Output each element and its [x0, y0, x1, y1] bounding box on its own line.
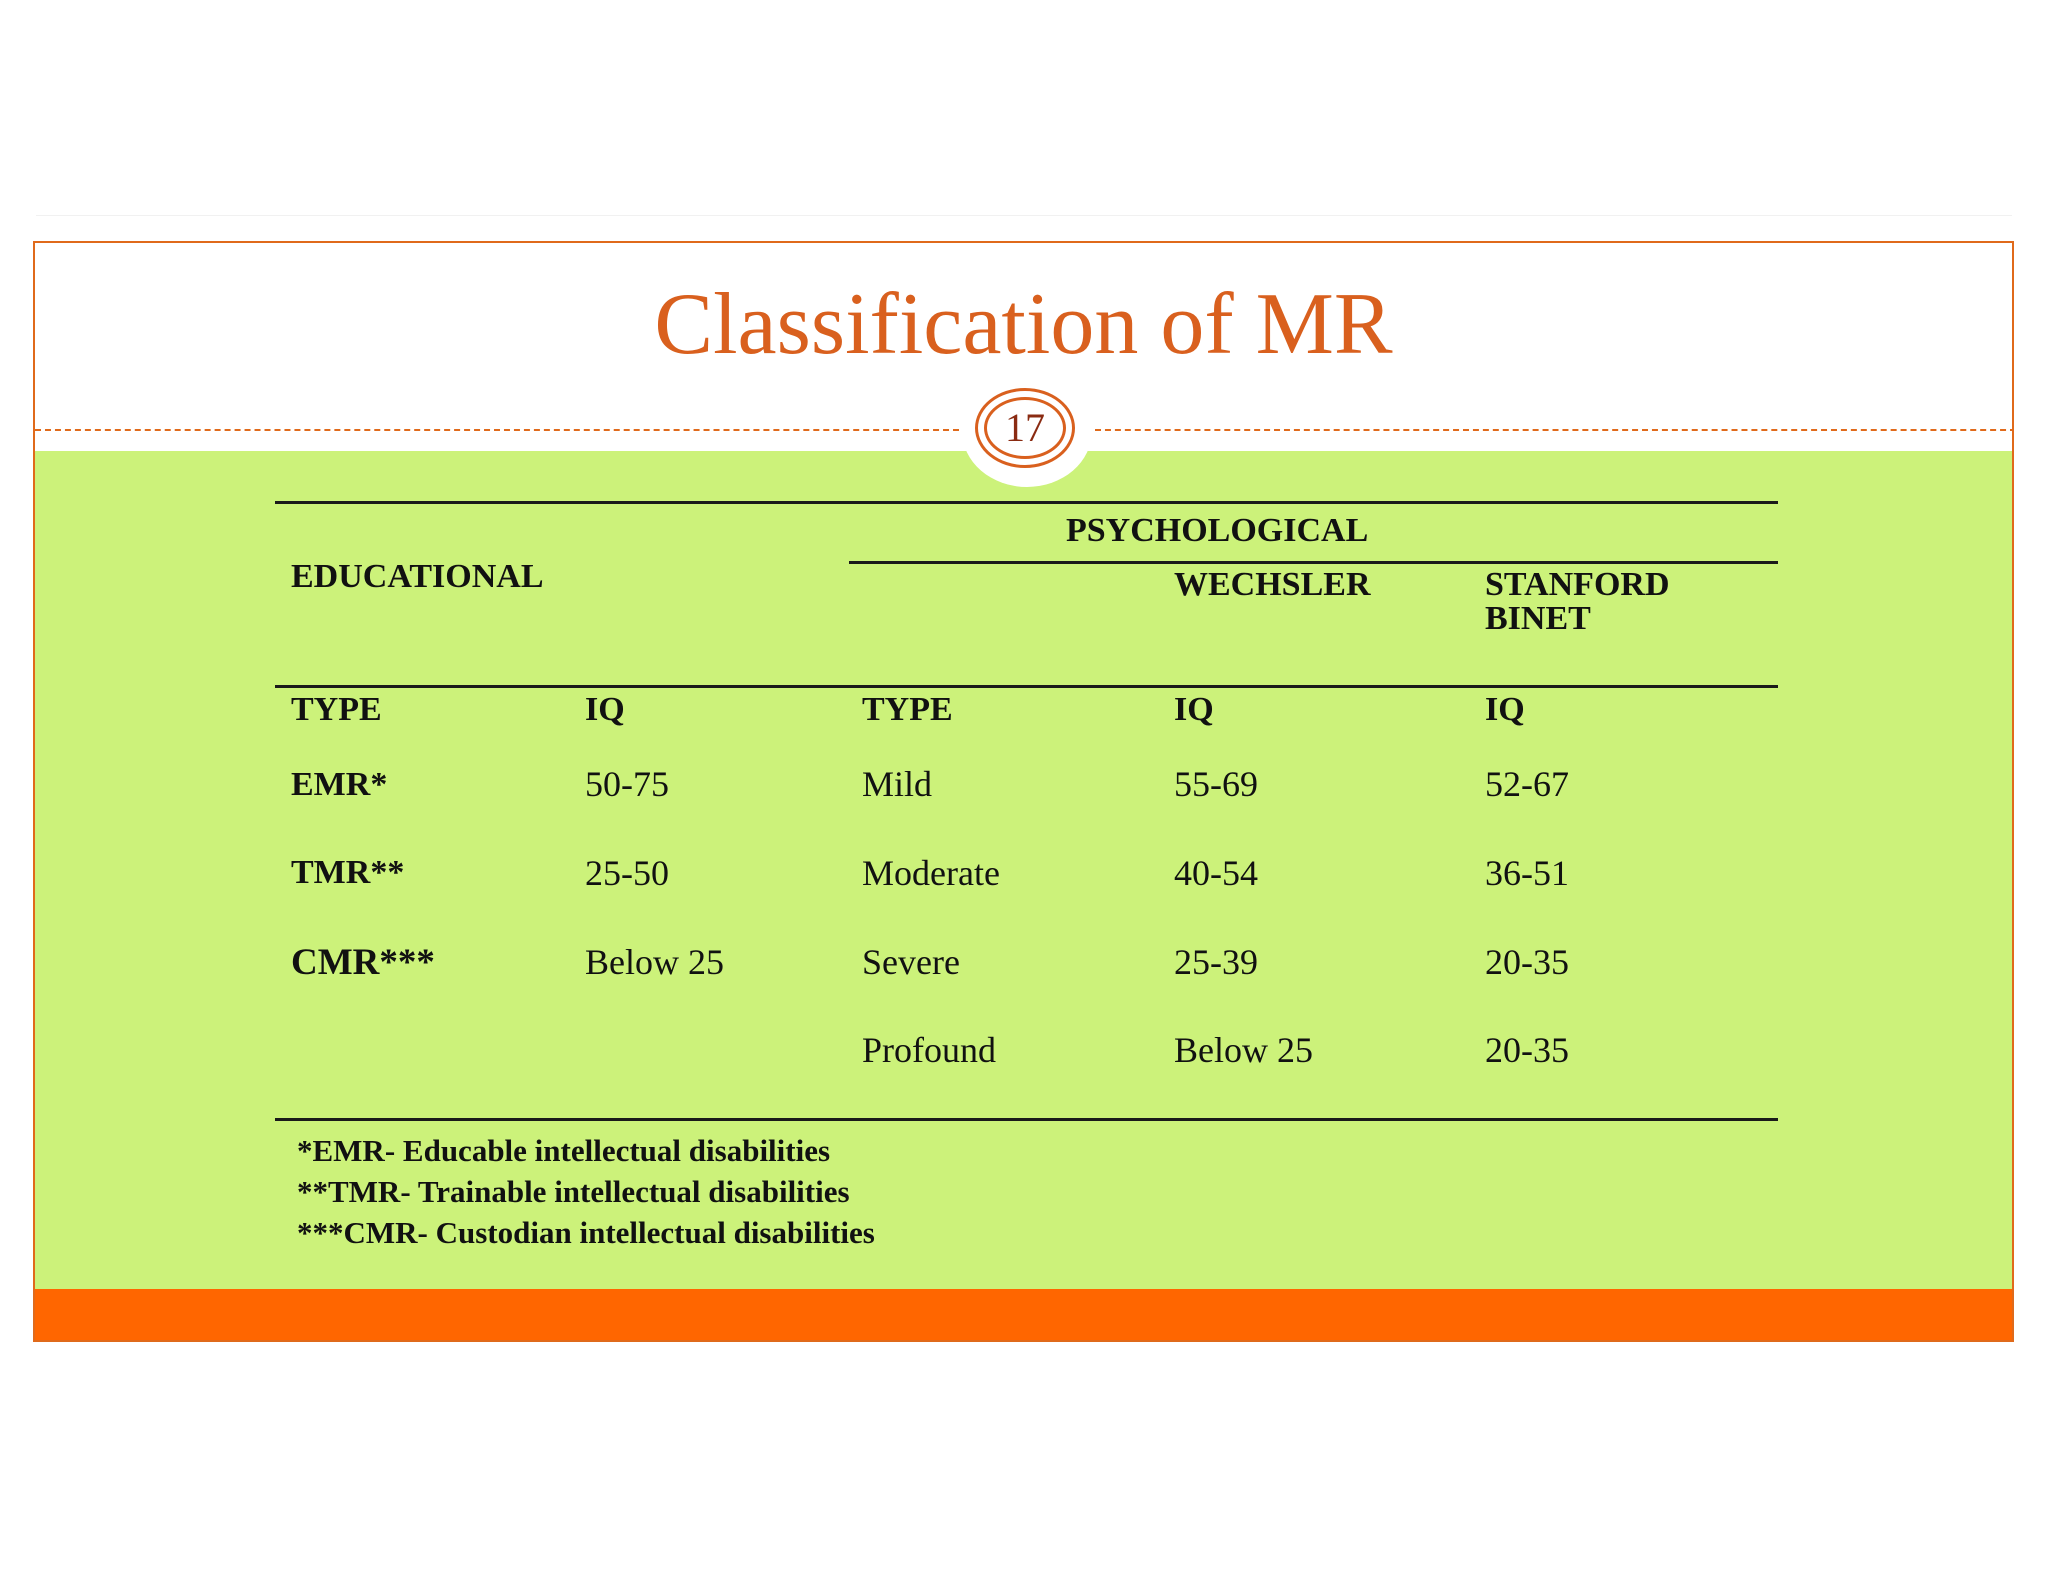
subheader-stanford-iq: IQ — [1485, 691, 1525, 728]
table-cell-edu-type: CMR*** — [291, 942, 435, 983]
header-educational: EDUCATIONAL — [291, 558, 544, 595]
top-divider-line — [36, 215, 2012, 216]
subheader-edu-iq: IQ — [585, 691, 625, 728]
table-cell-wechsler-iq: 25-39 — [1174, 942, 1258, 982]
table-cell-stanford-iq: 36-51 — [1485, 853, 1569, 893]
table-cell-edu-iq: 50-75 — [585, 764, 669, 804]
table-cell-psy-type: Moderate — [862, 853, 1000, 893]
table-cell-stanford-iq: 52-67 — [1485, 764, 1569, 804]
header-psychological: PSYCHOLOGICAL — [1066, 512, 1369, 549]
subheader-wechsler-iq: IQ — [1174, 691, 1214, 728]
header-wechsler: WECHSLER — [1174, 566, 1371, 603]
footnotes — [297, 1130, 875, 1253]
table-cell-wechsler-iq: 40-54 — [1174, 853, 1258, 893]
table-cell-wechsler-iq: Below 25 — [1174, 1030, 1313, 1070]
slide-title: Classification of MR — [654, 276, 1393, 373]
table-cell-stanford-iq: 20-35 — [1485, 1030, 1569, 1070]
table-bottom-rule — [275, 1118, 1778, 1121]
table-cell-edu-type: TMR** — [291, 854, 405, 891]
table-top-rule — [275, 501, 1778, 504]
header-bottom-rule — [275, 685, 1778, 688]
table-cell-edu-iq: Below 25 — [585, 942, 724, 982]
header-binet: BINET — [1485, 600, 1591, 637]
table-cell-edu-type: EMR* — [291, 766, 388, 803]
psychological-underline — [849, 561, 1778, 564]
table-cell-psy-type: Mild — [862, 764, 933, 804]
table-cell-wechsler-iq: 55-69 — [1174, 764, 1258, 804]
footnote-emr: *EMR- Educable intellectual disabilities — [297, 1133, 831, 1168]
table-cell-psy-type: Severe — [862, 942, 960, 982]
page-number: 17 — [984, 397, 1066, 459]
slide — [33, 241, 2014, 1342]
footnote-tmr: **TMR- Trainable intellectual disabilities — [297, 1174, 850, 1209]
table-cell-stanford-iq: 20-35 — [1485, 942, 1569, 982]
table-cell-edu-iq: 25-50 — [585, 853, 669, 893]
subheader-edu-type: TYPE — [291, 691, 382, 728]
header-stanford: STANFORD — [1485, 566, 1670, 603]
footnote-cmr: ***CMR- Custodian intellectual disabilities — [297, 1215, 875, 1250]
subheader-psy-type: TYPE — [862, 691, 953, 728]
table-cell-psy-type: Profound — [862, 1030, 996, 1070]
